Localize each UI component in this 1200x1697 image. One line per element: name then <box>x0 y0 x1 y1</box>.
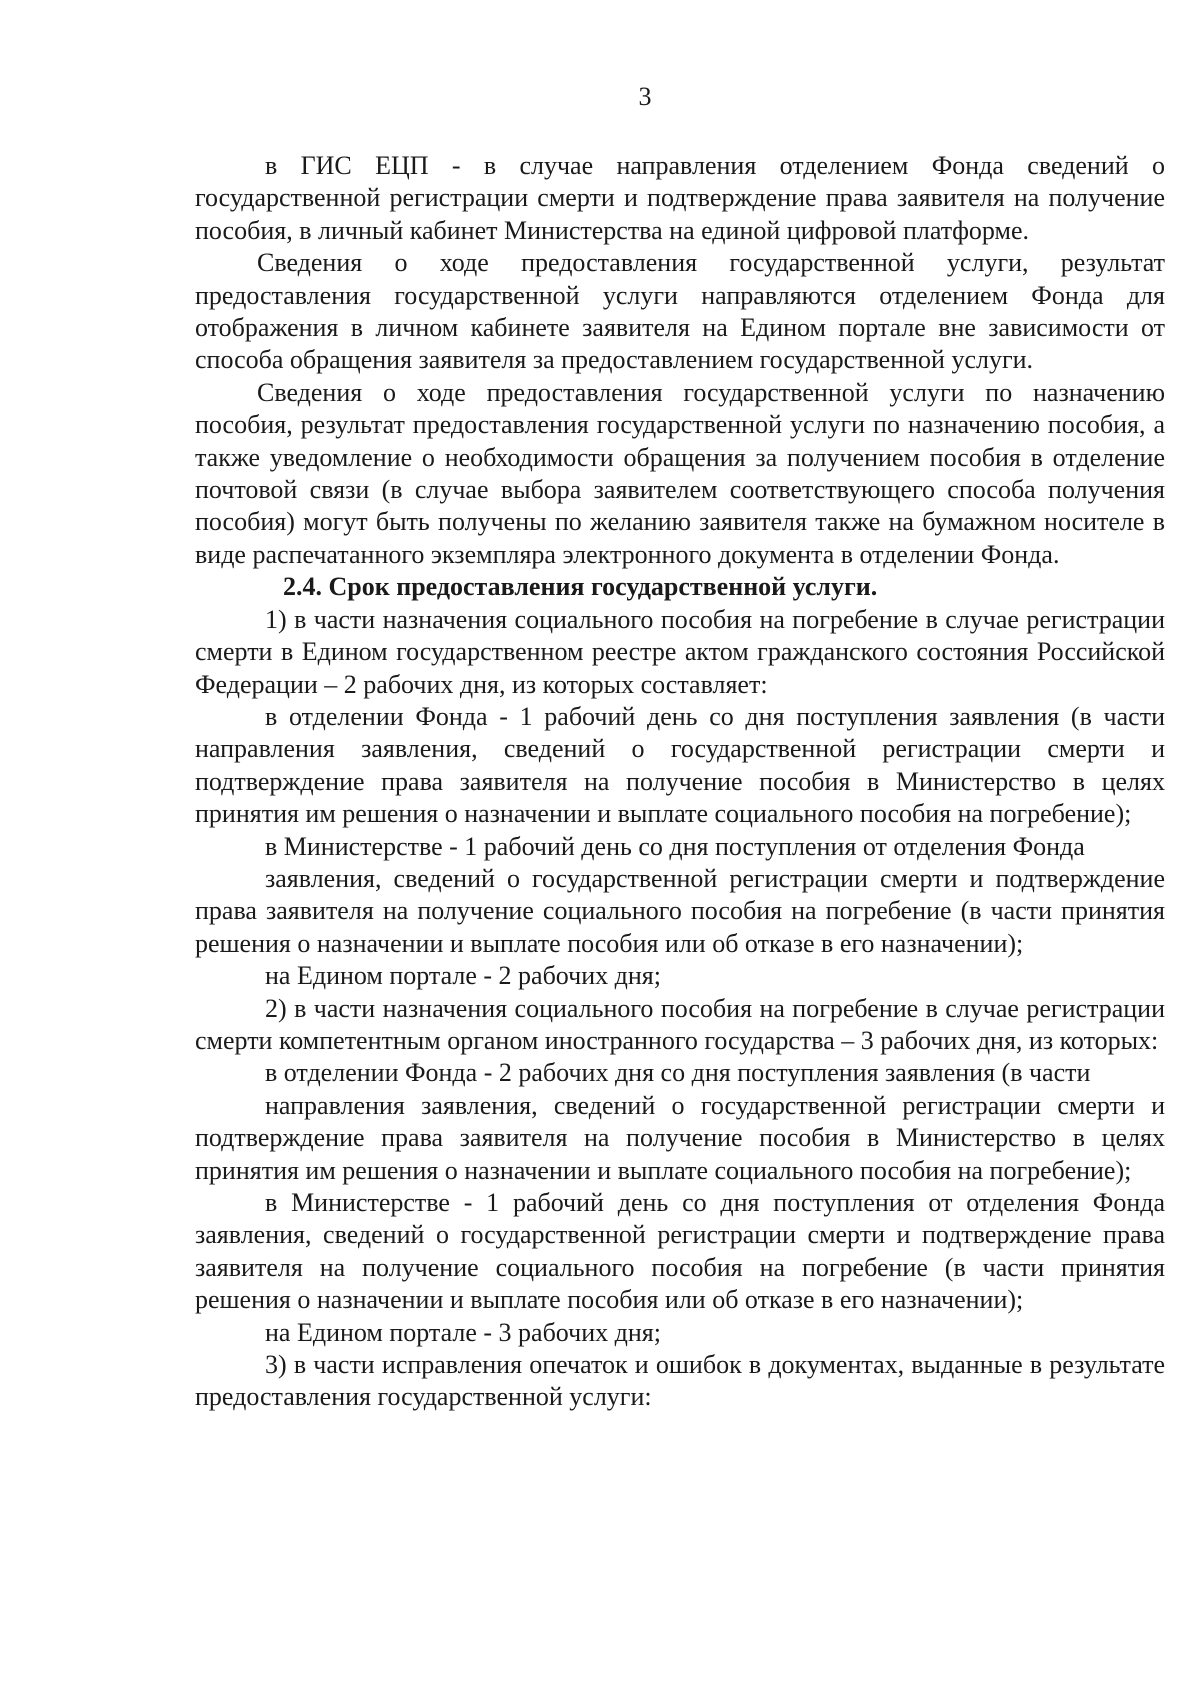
paragraph-ministry-continuation: заявления, сведений о государственной регистрации смерти и подтверждение права заявителя на получение социального пособия на погребение (в части принятия решения о назначении и выплате пособия или об отказе в его назначении); <box>195 863 1165 958</box>
paragraph-ministry-foreign: в Министерстве - 1 рабочий день со дня поступления от отделения Фонда заявления, сведений о государственной регистрации смерти и подтверждение права заявителя на получение социального пособия на погребение (в части принятия решения о назначении и выплате пособия или об отказе в его назначении); <box>195 1188 1165 1315</box>
list-item-2: 2) в части назначения социального пособия на погребение в случае регистрации смерти компетентным органом иностранного государства – 3 рабочих дня, из которых: <box>195 993 1165 1055</box>
list-item-1: 1) в части назначения социального пособия на погребение в случае регистрации смерти в Едином государственном реестре актом гражданского состояния Российской Федерации – 2 рабочих дня, из которых составляет: <box>195 604 1165 699</box>
section-heading-2-4: 2.4. Срок предоставления государственной услуги. <box>283 572 878 602</box>
paragraph-portal-3-days: на Едином портале - 3 рабочих дня; <box>265 1317 661 1347</box>
paragraph-fund-1-day: в отделении Фонда - 1 рабочий день со дня поступления заявления (в части направления заявления, сведений о государственной регистрации смерти и подтверждение права заявителя на получение пособия в Министерство в целях принятия им решения о назначении и выплате социального пособия на погребение); <box>195 701 1165 829</box>
paragraph-gis-ecp: в ГИС ЕЦП - в случае направления отделением Фонда сведений о государственной регистрации смерти и подтверждение права заявителя на получение пособия, в личный кабинет Министерства на единой цифровой платформе. <box>195 151 1165 245</box>
paragraph-portal-2-days: на Едином портале - 2 рабочих дня; <box>265 961 661 991</box>
list-item-3: 3) в части исправления опечаток и ошибок в документах, выданные в результате предоставления государственной услуги: <box>195 1350 1165 1412</box>
page-number: 3 <box>638 82 652 111</box>
paragraph-paper-copy: Сведения о ходе предоставления государственной услуги по назначению пособия, результат предоставления государственной услуги по назначению пособия, а также уведомление о необходимости обращения за получением пособия в отделение почтовой связи (в случае выбора заявителем соответствующего способа получения пособия) могут быть получены по желанию заявителя также на бумажном носителе в виде распечатанного экземпляра электронного документа в отделении Фонда. <box>195 377 1165 569</box>
paragraph-progress-info: Сведения о ходе предоставления государственной услуги, результат предоставления государственной услуги направляются отделением Фонда для отображения в личном кабинете заявителя на Едином портале вне зависимости от способа обращения заявителя за предоставлением государственной услуги. <box>195 248 1165 375</box>
document-body <box>195 150 1165 1414</box>
paragraph-ministry-line: в Министерстве - 1 рабочий день со дня поступления от отделения Фонда <box>265 831 1085 861</box>
paragraph-fund-2-days: в отделении Фонда - 2 рабочих дня со дня поступления заявления (в части <box>265 1058 1091 1088</box>
paragraph-fund-continuation: направления заявления, сведений о государственной регистрации смерти и подтверждение права заявителя на получение пособия в Министерство в целях принятия им решения о назначении и выплате социального пособия на погребение); <box>195 1090 1165 1185</box>
